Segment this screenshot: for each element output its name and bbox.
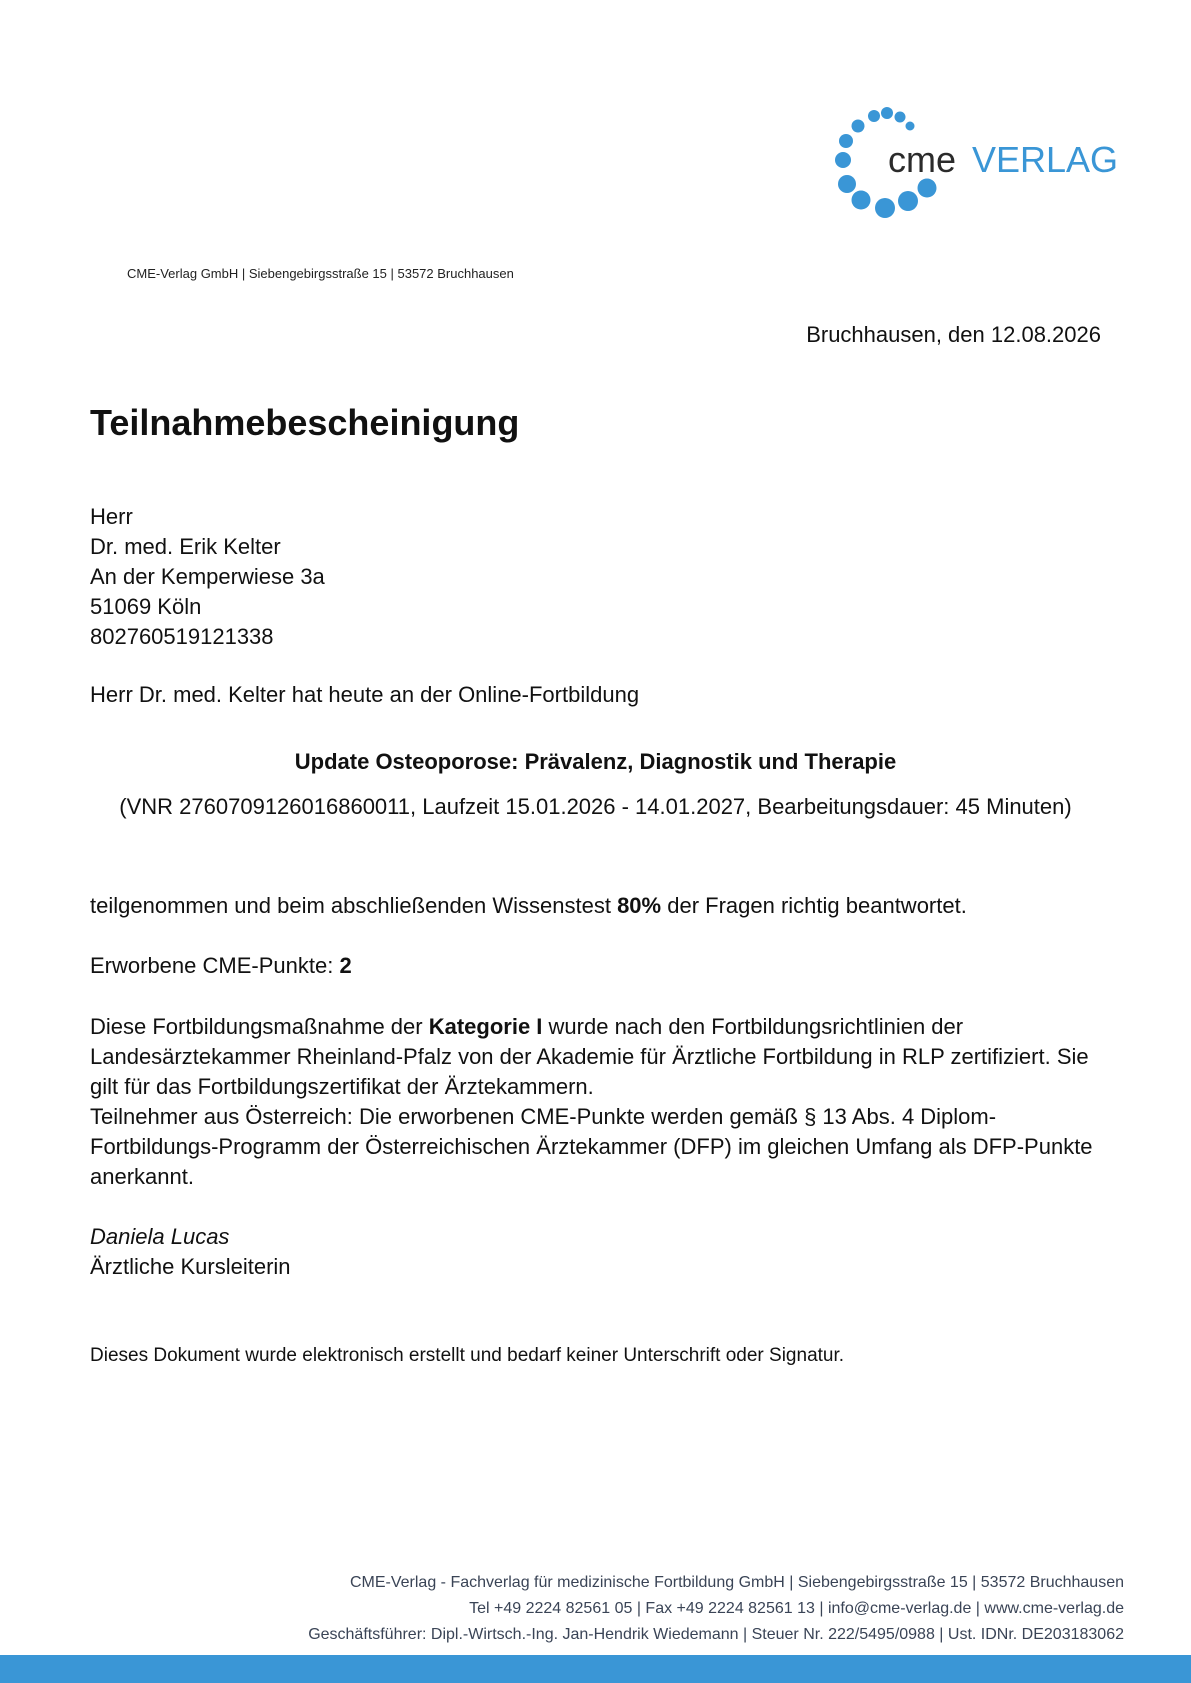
signer-name: Daniela Lucas bbox=[90, 1224, 230, 1249]
signer-block bbox=[90, 1222, 291, 1282]
course-details: (VNR 2760709126016860011, Laufzeit 15.01.2026 - 14.01.2027, Bearbeitungsdauer: 45 Minuten) bbox=[119, 794, 1072, 819]
result-prefix: teilgenommen und beim abschließenden Wissenstest bbox=[90, 893, 618, 918]
footer-accent-bar bbox=[0, 1655, 1191, 1683]
recipient-name: Dr. med. Erik Kelter bbox=[90, 534, 281, 559]
footer bbox=[308, 1570, 1124, 1648]
recipient-id-number: 802760519121338 bbox=[90, 624, 274, 649]
test-result-line bbox=[90, 893, 967, 919]
recipient-city: 51069 Köln bbox=[90, 594, 202, 619]
result-suffix: der Fragen richtig beantwortet. bbox=[661, 893, 967, 918]
recipient-street: An der Kemperwiese 3a bbox=[90, 564, 325, 589]
logo-word-cme: cme bbox=[888, 139, 957, 180]
recipient-salutation: Herr bbox=[90, 504, 133, 529]
cert-suffix: wurde nach den Fortbildungsrichtlinien der Landesärztekammer Rheinland-Pfalz von der Akademie für Ärztliche Fortbildung in RLP zertifiziert. Sie gilt für das Fortbildungszertifikat der Ärztekammern. bbox=[90, 1014, 1089, 1099]
certification-text bbox=[90, 1012, 1120, 1192]
points-value: 2 bbox=[339, 953, 352, 978]
course-title: Update Osteoporose: Prävalenz, Diagnostik und Therapie bbox=[294, 749, 897, 774]
result-score: 80% bbox=[617, 893, 662, 918]
certification-paragraph bbox=[90, 1012, 1120, 1102]
electronic-document-note: Dieses Dokument wurde elektronisch erstellt und bedarf keiner Unterschrift oder Signatur. bbox=[90, 1345, 845, 1366]
sender-address-line: CME-Verlag GmbH | Siebengebirgsstraße 15 | 53572 Bruchhausen bbox=[127, 266, 514, 281]
cert-prefix: Diese Fortbildungsmaßnahme der bbox=[90, 1014, 429, 1039]
cert-category: Kategorie I bbox=[428, 1014, 543, 1039]
points-label: Erworbene CME-Punkte: bbox=[90, 953, 340, 978]
recipient-address bbox=[90, 502, 325, 652]
austria-note: Teilnehmer aus Österreich: Die erworbenen CME-Punkte werden gemäß § 13 Abs. 4 Diplom-Fortbildungs-Programm der Österreichischen Ärztekammer (DFP) im gleichen Umfang als DFP-Punkte anerkannt. bbox=[90, 1104, 1093, 1189]
cme-points-line bbox=[90, 953, 352, 979]
document-title: Teilnahmebescheinigung bbox=[90, 402, 520, 443]
date-line: Bruchhausen, den 12.08.2026 bbox=[806, 322, 1101, 347]
footer-company-line: CME-Verlag - Fachverlag für medizinische Fortbildung GmbH | Siebengebirgsstraße 15 | 53572 Bruchhausen bbox=[349, 1574, 1124, 1591]
intro-text: Herr Dr. med. Kelter hat heute an der Online-Fortbildung bbox=[90, 682, 640, 707]
footer-contact-line: Tel +49 2224 82561 05 | Fax +49 2224 82561 13 | info@cme-verlag.de | www.cme-verlag.de bbox=[469, 1600, 1124, 1617]
signer-role: Ärztliche Kursleiterin bbox=[90, 1254, 291, 1279]
logo-word-verlag: VERLAG bbox=[972, 139, 1119, 180]
footer-legal-line: Geschäftsführer: Dipl.-Wirtsch.-Ing. Jan-Hendrik Wiedemann | Steuer Nr. 222/5495/0988 | Ust. IDNr. DE203183062 bbox=[308, 1626, 1124, 1643]
cme-verlag-logo bbox=[830, 100, 1130, 230]
